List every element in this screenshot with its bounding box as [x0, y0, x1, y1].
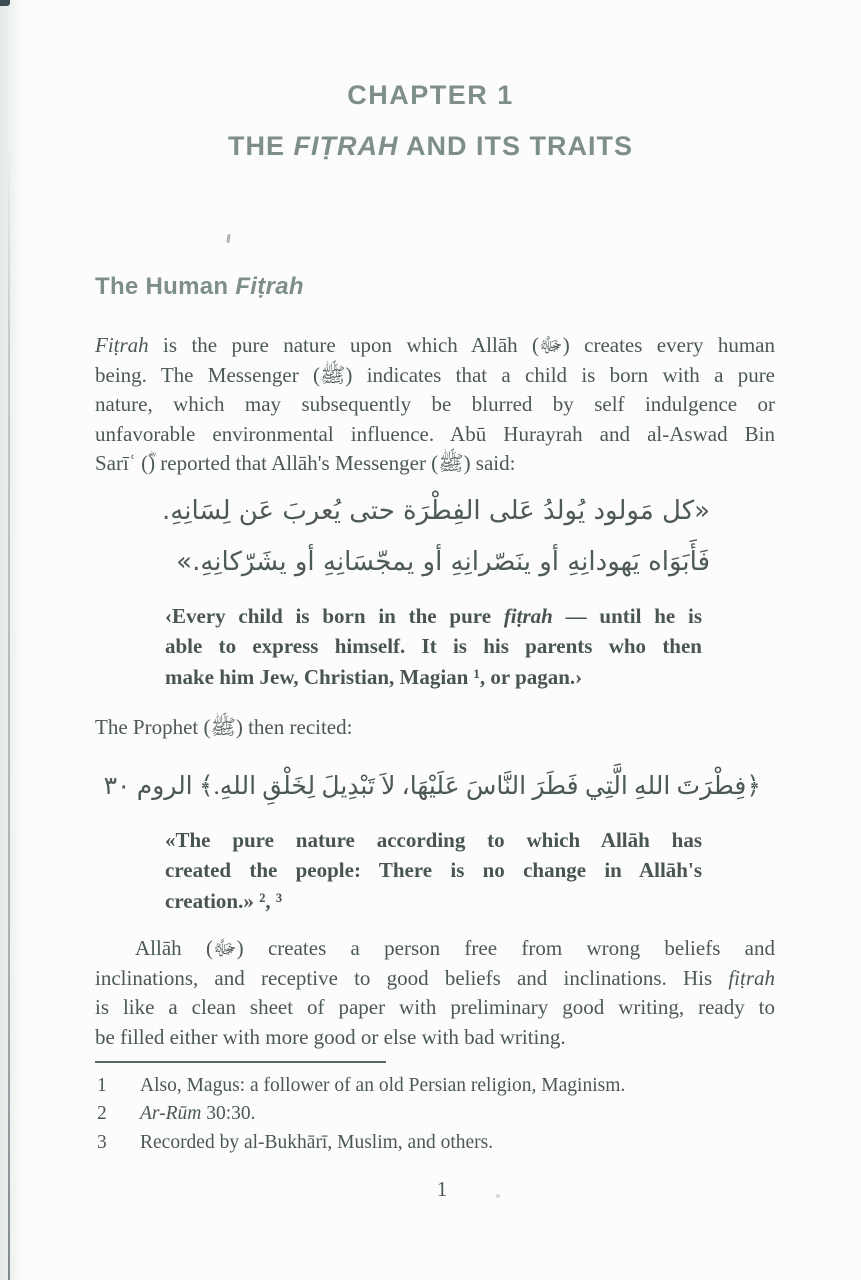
text-line: is like a clean sheet of paper with preliminary good writing, ready to: [95, 995, 775, 1020]
footnote-text: Recorded by al-Bukhārī, Muslim, and others.: [140, 1131, 494, 1153]
footnote-separator: [95, 1061, 386, 1063]
closing-paragraph: [95, 934, 775, 1052]
quran-verse-arabic: ﴿فِطْرَتَ اللهِ الَّتِي فَطَرَ النَّاسَ عَلَيْهَا، لاَ تَبْدِيلَ لِخَلْقِ اللهِ.﴾ الروم ٣٠: [103, 773, 761, 800]
chapter-title-pre: THE: [228, 131, 294, 161]
text-line: ‹Every child is born in the pure fiṭrah — until he is: [165, 604, 702, 628]
section-heading-italic: Fiṭrah: [235, 273, 304, 300]
text-line: «كل مَولود يُولدُ عَلى الفِطْرَة حتى يُعربَ عَن لِسَانِهِ.: [162, 496, 710, 526]
section-heading-pre: The Human: [95, 273, 236, 300]
footnote-row: [97, 1100, 757, 1128]
text-line: Sarīʿ (ؓ) reported that Allāh's Messenger (ﷺ) said:: [95, 451, 516, 476]
text-line: being. The Messenger (ﷺ) indicates that a child is born with a pure: [95, 362, 776, 387]
footnote-text: Ar-Rūm 30:30.: [140, 1103, 256, 1125]
text-line: be filled either with more good or else with bad writing.: [95, 1024, 566, 1049]
chapter-title: [0, 131, 861, 162]
footnote-row: [97, 1129, 757, 1157]
hadith-arabic-text: [95, 486, 710, 588]
left-edge-shadow: [0, 0, 26, 1280]
left-binding-line: [8, 150, 10, 1280]
chapter-title-italic: FIṬRAH: [293, 131, 399, 161]
text-line: Allāh (ﷻ) creates a person free from wrong beliefs and: [135, 936, 775, 960]
footnotes: [97, 1072, 757, 1157]
text-line: Fiṭrah is the pure nature upon which Allāh (ﷻ) creates every human: [95, 333, 775, 357]
section-heading: [95, 273, 304, 301]
quran-translation-quote: [165, 825, 702, 916]
text-line: «The pure nature according to which Allāh has: [165, 828, 702, 852]
intro-paragraph: [95, 331, 775, 479]
chapter-label: CHAPTER 1: [347, 80, 514, 110]
text-line: unfavorable environmental influence. Abū Hurayrah and al-Aswad Bin: [95, 421, 775, 446]
stray-ink-mark: [226, 234, 230, 243]
text-line: able to express himself. It is his parents who then: [165, 634, 702, 659]
text-line: inclinations, and receptive to good beliefs and inclinations. His fiṭrah: [95, 965, 775, 990]
text-line: فَأَبَوَاه يَهودانِهِ أو ينَصّرانِهِ أو يمجّسَانِهِ أو يشَرّكانِهِ.»: [176, 547, 710, 577]
text-line: make him Jew, Christian, Magian ¹, or pagan.›: [165, 664, 583, 689]
footnote-number: 2: [97, 1103, 107, 1125]
footnote-number: 3: [97, 1131, 107, 1153]
prophet-recited-line: The Prophet (ﷺ) then recited:: [95, 715, 353, 739]
footnote-row: [97, 1072, 757, 1100]
footnote-text: Also, Magus: a follower of an old Persian religion, Maginism.: [140, 1075, 626, 1096]
page-number: 1: [436, 1177, 448, 1201]
chapter-title-post: AND ITS TRAITS: [398, 131, 633, 161]
hadith-translation-quote: [165, 601, 702, 692]
footnote-number: 1: [97, 1075, 107, 1096]
text-line: nature, which may subsequently be blurred by self indulgence or: [95, 392, 775, 417]
text-line: created the people: There is no change in Allāh's: [165, 858, 702, 883]
corner-scan-speck: [0, 0, 10, 6]
text-line: creation.» ², ³: [165, 888, 283, 913]
